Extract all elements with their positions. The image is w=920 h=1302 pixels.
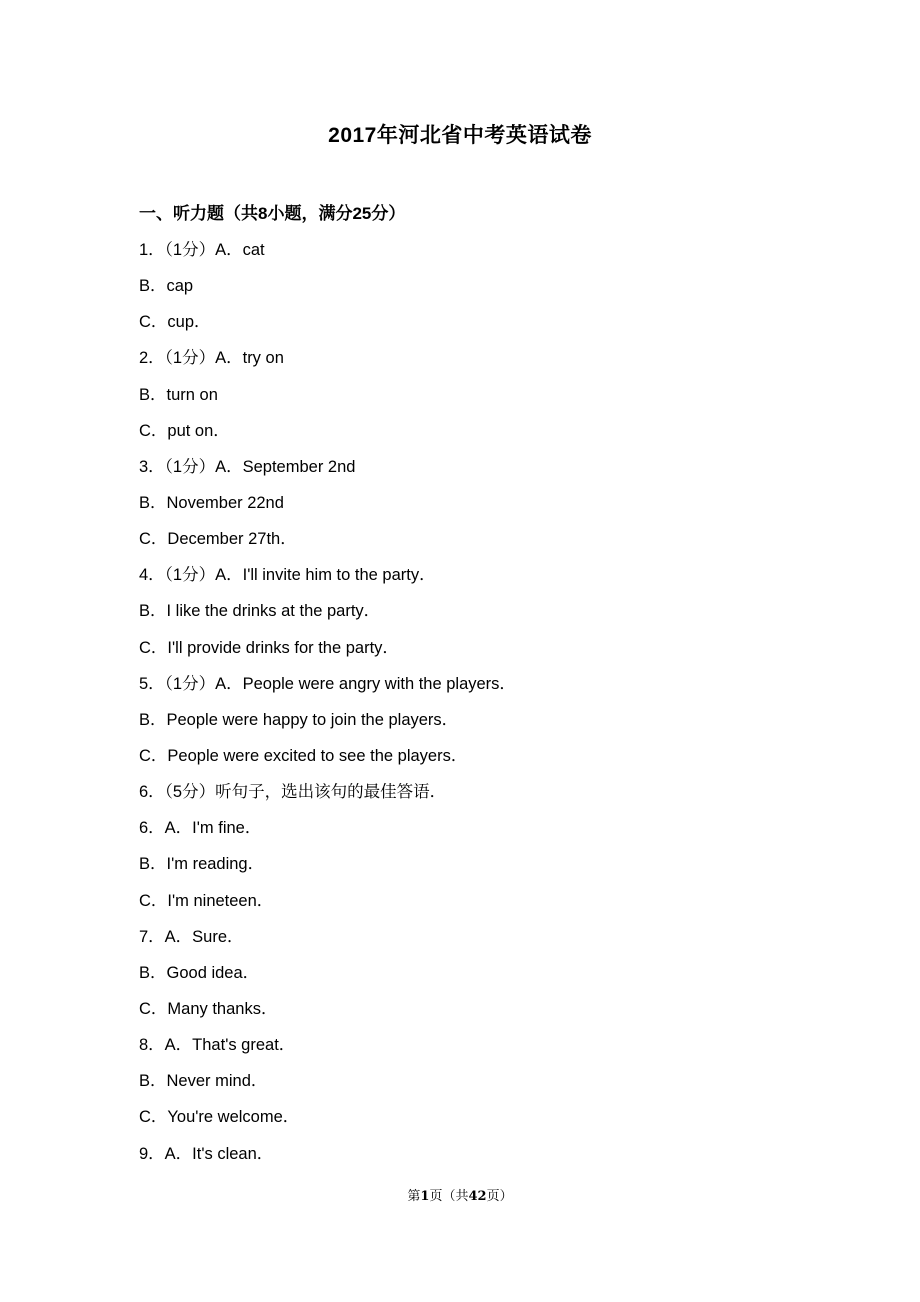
question-line: 1．（1分）A．cat	[139, 241, 265, 259]
question-line: 7．A．Sure．	[139, 927, 244, 946]
question-line: B．I'm reading．	[139, 855, 265, 874]
exam-title: 2017年河北省中考英语试卷	[328, 124, 592, 147]
question-line: B．cap	[139, 277, 194, 296]
question-line: 2．（1分）A．try on	[139, 349, 284, 368]
page-footer	[0, 1187, 920, 1207]
section-heading-listening: 一、听力题（共8小题，满分25分）	[139, 204, 406, 223]
question-line: C．put on．	[139, 421, 230, 440]
question-line: B．turn on	[139, 385, 218, 404]
question-line: 4．（1分）A．I'll invite him to the party．	[139, 566, 436, 585]
question-line: 9．A．It's clean．	[139, 1144, 274, 1163]
question-line: C．cup．	[139, 313, 211, 332]
question-line: B．November 22nd	[139, 493, 284, 512]
footer-total-pages: 42	[468, 1189, 487, 1204]
footer-suffix: 页）	[486, 1189, 513, 1204]
question-line: 3．（1分）A．September 2nd	[139, 457, 356, 476]
question-line: B．Never mind．	[139, 1072, 268, 1091]
question-line: 8．A．That's great．	[139, 1036, 296, 1055]
question-line: C．Many thanks．	[139, 999, 278, 1018]
question-line: C．I'm nineteen．	[139, 891, 274, 910]
question-line: 6．A．I'm fine．	[139, 819, 262, 838]
footer-prefix: 第	[407, 1189, 421, 1204]
question-line: B．I like the drinks at the party．	[139, 602, 381, 621]
question-line: C．You're welcome．	[139, 1108, 300, 1127]
question-line: 5．（1分）A．People were angry with the players．	[139, 674, 516, 693]
question-line: C．December 27th．	[139, 530, 297, 549]
question-line: B．People were happy to join the players．	[139, 710, 459, 729]
question-line: B．Good idea．	[139, 963, 260, 982]
question-line: 6．（5分）听句子，选出该句的最佳答语．	[139, 783, 447, 802]
question-list	[139, 238, 516, 1178]
question-line: C．People were excited to see the players．	[139, 746, 468, 765]
question-line: C．I'll provide drinks for the party．	[139, 638, 399, 657]
footer-middle: 页（共	[429, 1189, 469, 1204]
footer-page-number: 1	[420, 1189, 430, 1204]
